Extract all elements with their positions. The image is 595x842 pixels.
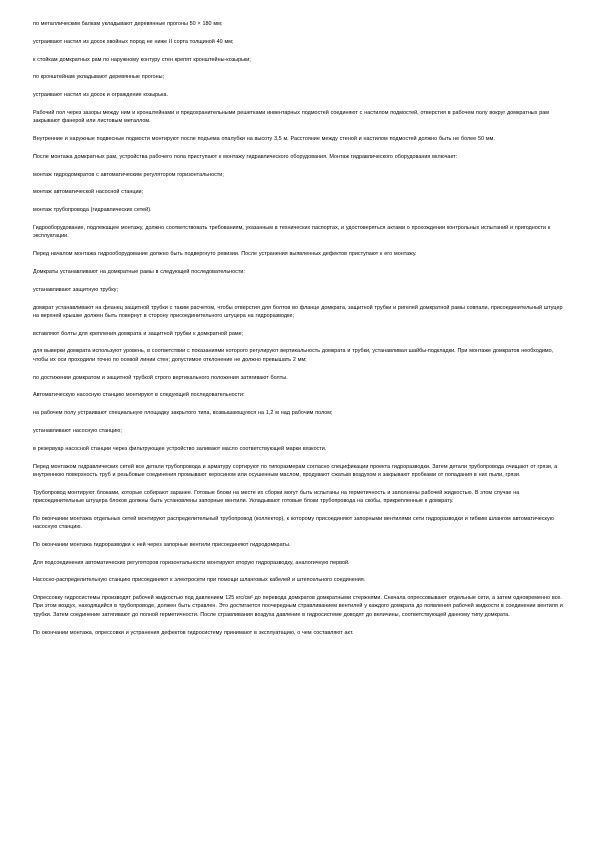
text-paragraph: для выверки домкрата используют уровень, в соответствии с показаниями которого регулируют вертикальность домкрата и трубки, устанавливая шайбы-подкладки. При монтаже домкратов необходимо, чтобы их оси проходили точно по осевой линии стен; допустимое отклонение не должно превышать 2 мм;	[33, 348, 554, 363]
text-paragraph: по кронштейнам укладывают деревянные прогоны;	[33, 74, 165, 81]
text-paragraph: Для подсоединения автоматических регуляторов горизонтальности монтируют вторую гидроразводку, аналогичную первой.	[33, 559, 350, 566]
text-paragraph: Перед монтажом гидравлических сетей все детали трубопровода и арматуру сортируют по типоразмерам согласно спецификации проекта гидроразводки. Затем детали трубопровода очищают от грязи, а внутреннюю поверхность труб и резьбовые соединения промывают керосином или осушенным маслом, продувают сжатым воздухом и закрывают пробками от попадания в них пыли, грязи.	[33, 463, 558, 478]
document-page	[33, 20, 563, 637]
text-paragraph: Рабочий пол через зазоры между ним и кронштейнами и предохранительными решетками инвентарных подмостей соединяют с настилом подмостей, отверстия в рабочем полу вокруг домкратных рам закрывают фанерой или листовым металлом.	[33, 109, 550, 125]
text-paragraph: к стойкам домкратных рам по наружному контуру стен крепят кронштейны-козырьки;	[33, 56, 251, 63]
text-paragraph: устраивают настил из досок и ограждение козырька.	[33, 92, 168, 99]
text-paragraph: Домкраты устанавливают на домкратные рамы в следующей последовательности:	[33, 268, 245, 275]
text-paragraph: монтаж гидродомкратов с автоматическим регулятором горизонтальности;	[33, 171, 224, 178]
text-paragraph: по достижении домкратом и защитной трубкой строго вертикального положения затягивают болты.	[33, 374, 288, 381]
text-paragraph: Опрессовку гидросистемы производят рабочей жидкостью под давлением 125 кгс/см² до перевода домкратов домкратными стержнями. Сначала опрессовывают отдельные сети, а затем одновременно все. При этом воздух, находящийся в трубопроводе, должен быть стравлен. Это достигается поочередным стравливанием вентилей у каждого домкрата до появления рабочей жидкости в соединении вентиля и трубки. Затем соединение затягивают до полной герметичности. После стравливания воздуха давление в гидросистеме доводят до величины, соответствующей данному типу домкрата.	[33, 595, 563, 618]
text-paragraph: По окончании монтажа гидроразводки к ней через запорные вентили присоединяют гидродомкраты.	[33, 541, 291, 548]
text-paragraph: монтаж трубопровода (гидравлических сетей).	[33, 207, 152, 214]
text-paragraph: Внутренние и наружные подвесные подмости монтируют после подъема опалубки на высоту 3,5 м. Расстояние между стеной и настилом подмостей должно быть не более 50 мм.	[33, 136, 495, 143]
text-paragraph: устанавливают защитную трубку;	[33, 286, 118, 293]
text-paragraph: устраивают настил из досок хвойных пород не ниже II сорта толщиной 40 мм;	[33, 38, 234, 45]
text-paragraph: Насосно-распределительную станцию присоединяют к электросети при помощи шланговых кабелей и штепсельного соединения.	[33, 577, 366, 584]
text-paragraph: Перед началом монтажа гидрооборудование должно быть подвергнуто ревизии. После устранения выявленных дефектов приступают к его монтажу.	[33, 251, 417, 258]
text-paragraph: Автоматическую насосную станцию монтируют в следующей последовательности:	[33, 392, 245, 399]
text-paragraph: домкрат устанавливают на фланец защитной трубки с таким расчетом, чтобы отверстия для болтов во фланце домкрата, защитной трубки и ригелей домкратной рамы совпали, присоединительный штуцер на верхней крышке должен быть повернут в сторону присоединительного штуцера на гидроразводке;	[33, 304, 563, 319]
text-paragraph: По окончании монтажа отдельных сетей монтируют распределительный трубопровод (коллектор), к которому присоединяют запорными вентилями сети гидроразводки и гибким шлангом автоматическую насосную станцию.	[33, 515, 554, 530]
text-paragraph: в резервуар насосной станции через фильтрующее устройство заливают масло соответствующей марки вязкости.	[33, 445, 327, 452]
text-paragraph: по металлическим балкам укладывают деревянные прогоны 50 × 180 мм;	[33, 21, 223, 27]
text-paragraph: на рабочем полу устраивают специальную площадку закрытого типа, возвышающуюся на 1,2 м над рабочим полом;	[33, 410, 333, 417]
text-paragraph: Гидрооборудование, подлежащее монтажу, должно соответствовать требованиям, указанным в технических паспортах, и удостоверяться актами о прохождении контрольных испытаний и пригодности к эксплуатации.	[33, 225, 551, 240]
text-paragraph: монтаж автоматической насосной станции;	[33, 189, 144, 196]
text-paragraph: После монтажа домкратных рам, устройства рабочего пола приступают к монтажу гидравлического оборудования. Монтаж гидравлического оборудования включает:	[33, 153, 458, 160]
text-paragraph: Трубопровод монтируют блоками, которые собирают заранее. Готовые блоки на месте их сборки могут быть испытаны на герметичность и заполнены рабочей жидкостью. В этом случае на присоединительные штуцера блоков должны быть установлены запорные вентили. Укладывают готовые блоки трубопровода на скобы, прикрепленные к домкрату.	[33, 489, 520, 504]
text-paragraph: По окончании монтажа, опрессовки и устранения дефектов гидросистему принимают в эксплуатацию, о чем составляют акт.	[33, 629, 354, 636]
text-paragraph: вставляют болты для крепления домкрата и защитной трубки к домкратной раме;	[33, 330, 244, 337]
text-paragraph: устанавливают насосную станцию;	[33, 427, 122, 434]
